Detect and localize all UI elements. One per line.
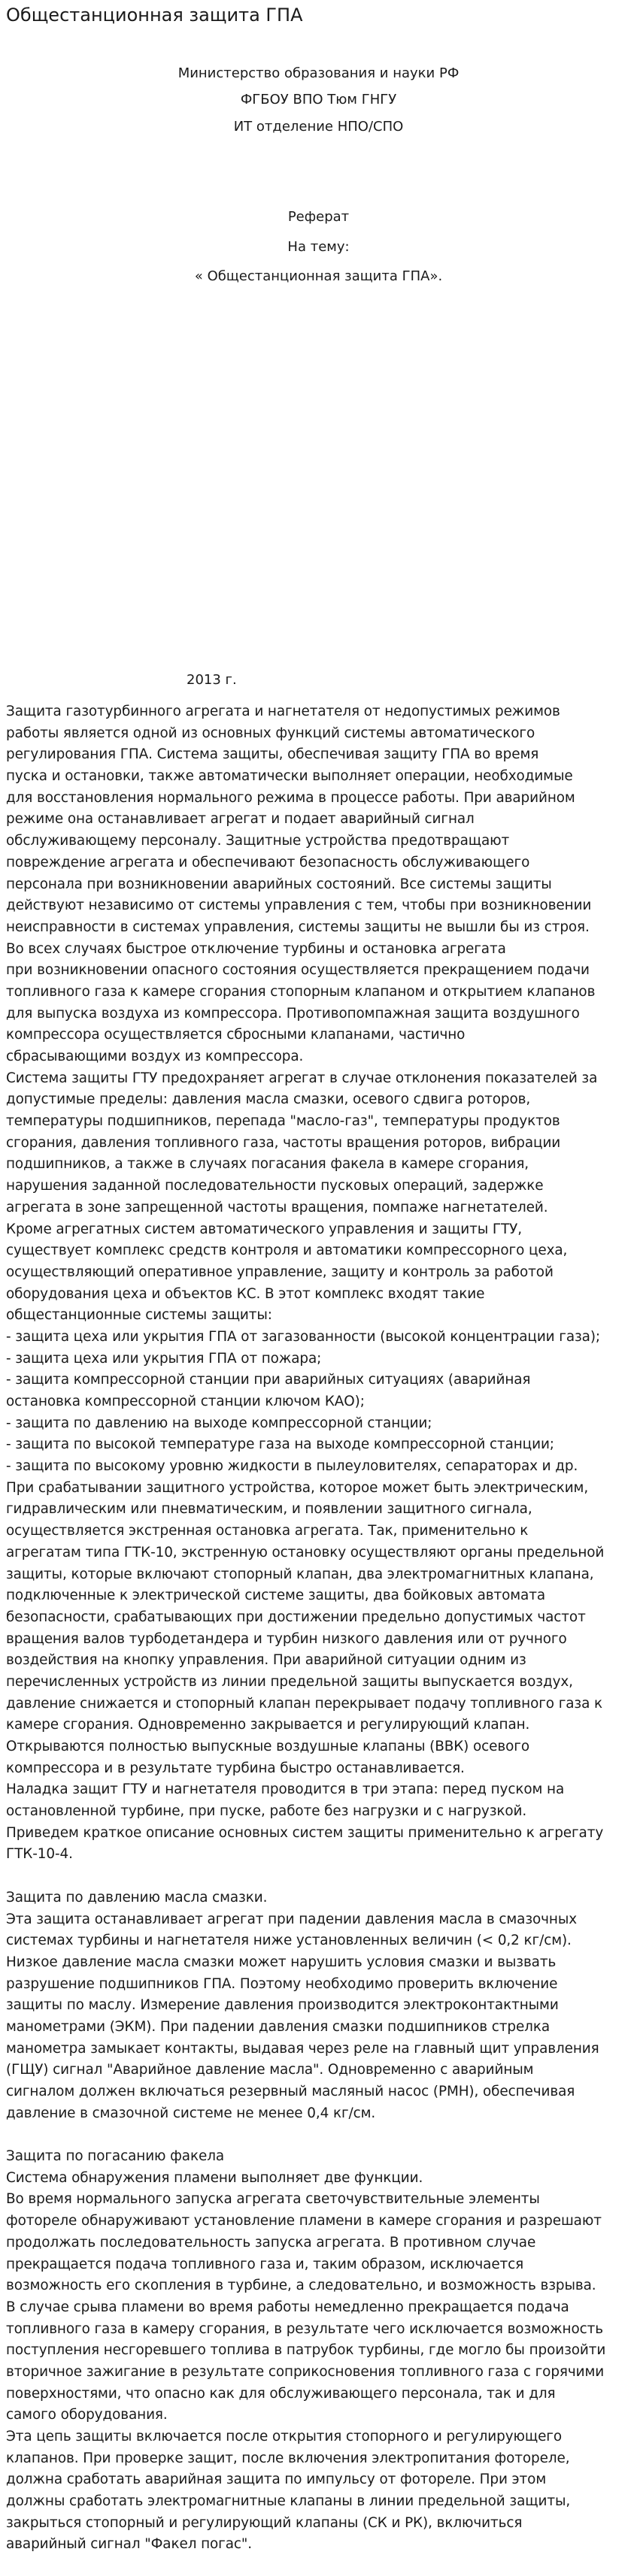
body-line: возможность его скопления в турбине, а следовательно, и возможность взрыва. <box>6 2278 596 2294</box>
body-line: манометрами (ЭКМ). При падении давления смазки подшипников стрелка <box>6 2018 551 2035</box>
blank-line <box>6 1866 633 1887</box>
report-year: 2013 г. <box>187 672 237 688</box>
body-line: Эта защита останавливает агрегат при падении давления масла в смазочных <box>6 1911 578 1927</box>
body-line: поверхностями, что опасно как для обслуживающего персонала, так и для <box>6 2385 556 2402</box>
body-line: действуют независимо от системы управления с тем, чтобы при возникновении <box>6 898 592 914</box>
body-line: топливного газа к камере сгорания стопорным клапаном и открытием клапанов <box>6 983 596 1000</box>
body-line: должна сработать аварийная защита по импульсу от фотореле. При этом <box>6 2472 547 2488</box>
body-line: защиты по маслу. Измерение давления производится электроконтактными <box>6 1997 559 2014</box>
body-line: повреждение агрегата и обеспечивают безопасность обслуживающего <box>6 854 530 870</box>
body-line: При срабатывании защитного устройства, которое может быть электрическим, <box>6 1479 589 1496</box>
body-line: гидравлическим или пневматическим, и появлении защитного сигнала, <box>6 1501 532 1518</box>
body-line: сгорания, давления топливного газа, частоты вращения роторов, вибрации <box>6 1134 561 1151</box>
body-line: сбрасывающими воздух из компрессора. <box>6 1049 304 1064</box>
body-line: неисправности в системах управления, системы защиты не вышли бы из строя. <box>6 919 590 935</box>
body-line: осуществляется экстренная остановка агрегата. Так, применительно к <box>6 1523 529 1539</box>
topic-label: На тему: <box>287 239 350 255</box>
body-line: для восстановления нормального режима в процессе работы. При аварийном <box>6 789 575 806</box>
body-line: допустимые пределы: давления масла смазки, осевого сдвига роторов, <box>6 1091 531 1108</box>
body-line: вторичное зажигание в результате соприкосновения топливного газа с горячими <box>6 2363 605 2380</box>
body-line: должны сработать электромагнитные клапаны в линии предельной защиты, <box>6 2493 571 2510</box>
body-line: давление в смазочной системе не менее 0,4 кг/см. <box>6 2105 376 2121</box>
body-line: Низкое давление масла смазки может нарушить условия смазки и вызвать <box>6 1954 557 1970</box>
body-line: безопасности, срабатывающих при достижении предельно допустимых частот <box>6 1609 586 1625</box>
body-line: - защита по высокому уровню жидкости в пылеуловителях, сепараторах и др. <box>6 1458 578 1475</box>
report-label: Реферат <box>287 209 350 225</box>
body-line: - защита по высокой температуре газа на выходе компрессорной станции; <box>6 1436 554 1453</box>
ministry-line: Министерство образования и науки РФ <box>177 65 460 81</box>
body-line: поступления несгоревшего топлива в патрубок турбины, где могло бы произойти <box>6 2342 606 2359</box>
body-line: самого оборудования. <box>6 2407 168 2423</box>
body-line: компрессора осуществляется сбросными клапанами, частично <box>6 1027 466 1043</box>
body-line: нарушения заданной последовательности пусковых операций, задержке <box>6 1178 544 1194</box>
body-line: ГТК-10-4. <box>6 1846 73 1863</box>
body-line: обслуживающему персоналу. Защитные устройства предотвращают <box>6 833 510 849</box>
body-line: прекращается подача топливного газа и, таким образом, исключается <box>6 2256 524 2272</box>
body-line: клапанов. При проверке защит, после включения электропитания фотореле, <box>6 2450 570 2466</box>
body-line: Эта цепь защиты включается после открытия стопорного и регулирующего <box>6 2429 563 2444</box>
body-line: Наладка защит ГТУ и нагнетателя проводится в три этапа: перед пуском на <box>6 1781 565 1798</box>
body-line: Во всех случаях быстрое отключение турбины и остановка агрегата <box>6 940 506 957</box>
body-line: - защита по давлению на выходе компрессорной станции; <box>6 1415 432 1431</box>
body-line: пуска и остановки, также автоматически выполняет операции, необходимые <box>6 768 573 785</box>
body-line: для выпуска воздуха из компрессора. Противопомпажная защита воздушного <box>6 1005 580 1022</box>
blank-line <box>6 2124 633 2146</box>
body-line: температуры подшипников, перепада "масло-газ", температуры продуктов <box>6 1113 560 1130</box>
body-line: общестанционные системы защиты: <box>6 1307 272 1324</box>
body-line: режиме она останавливает агрегат и подает аварийный сигнал <box>6 811 475 828</box>
document-title: Общестанционная защита ГПА <box>6 5 303 26</box>
body-line: - защита компрессорной станции при аварийных ситуациях (аварийная <box>6 1372 531 1388</box>
body-line: Кроме агрегатных систем автоматического управления и защиты ГТУ, <box>6 1221 523 1237</box>
body-line: вращения валов турбодетандера и турбин низкого давления или от ручного <box>6 1630 567 1647</box>
body-line: продолжать последовательность запуска агрегата. В противном случае <box>6 2234 536 2251</box>
body-line: (ГЩУ) сигнал "Аварийное давление масла". Одновременно с аварийным <box>6 2062 534 2078</box>
body-line: существует комплекс средств контроля и автоматики компрессорного цеха, <box>6 1243 568 1259</box>
body-line: закрыться стопорный и регулирующий клапаны (СК и РК), включиться <box>6 2514 523 2531</box>
body-line: В случае срыва пламени во время работы немедленно прекращается подача <box>6 2299 569 2315</box>
body-line: остановленной турбине, при пуске, работе без нагрузки и с нагрузкой. <box>6 1803 527 1820</box>
body-line: подшипников, а также в случаях погасания факела в камере сгорания, <box>6 1156 529 1173</box>
body-line: подключенные к электрической системе защиты, два бойковых автомата <box>6 1588 546 1604</box>
body-line: защиты, которые включают стопорный клапан, два электромагнитных клапана, <box>6 1566 594 1582</box>
body-line: Защита по погасанию факела <box>6 2148 225 2165</box>
body-line: фотореле обнаруживают установление пламени в камере сгорания и разрешают <box>6 2213 602 2229</box>
body-line: регулирования ГПА. Система защиты, обеспечивая защиту ГПА во время <box>6 746 539 763</box>
body-line: перечисленных устройств из линии предельной защиты выпускается воздух, <box>6 1673 573 1690</box>
report-topic: « Общестанционная защита ГПА». <box>194 268 443 284</box>
body-line: компрессора и в результате турбина быстро останавливается. <box>6 1760 465 1776</box>
report-body <box>6 701 633 2556</box>
body-line: агрегата в зоне запрещенной частоты вращения, помпаже нагнетателей. <box>6 1199 548 1215</box>
body-line: системах турбины и нагнетателя ниже установленных величин (< 0,2 кг/см). <box>6 1933 572 1949</box>
university-line: ФГБОУ ВПО Тюм ГНГУ <box>240 92 397 107</box>
body-line: работы является одной из основных функций системы автоматического <box>6 725 535 741</box>
body-line: Защита газотурбинного агрегата и нагнетателя от недопустимых режимов <box>6 704 560 719</box>
body-line: осуществляющий оперативное управление, защиту и контроль за работой <box>6 1264 554 1280</box>
body-line: воздействия на кнопку управления. При аварийной ситуации одним из <box>6 1652 526 1669</box>
body-line: манометра замыкает контакты, выдавая через реле на главный щит управления <box>6 2040 599 2057</box>
body-line: сигналом должен включаться резервный масляный насос (РМН), обеспечивая <box>6 2084 575 2099</box>
body-line: при возникновении опасного состояния осуществляется прекращением подачи <box>6 962 590 979</box>
body-line: - защита цеха или укрытия ГПА от пожара; <box>6 1350 322 1367</box>
body-line: Приведем краткое описание основных систем защиты применительно к агрегату <box>6 1824 604 1841</box>
body-line: топливного газа в камеру сгорания, в результате чего исключается возможность <box>6 2320 603 2337</box>
body-line: Система обнаружения пламени выполняет две функции. <box>6 2169 423 2186</box>
body-line: Во время нормального запуска агрегата светочувствительные элементы <box>6 2191 540 2208</box>
body-line: камере сгорания. Одновременно закрывается и регулирующий клапан. <box>6 1717 530 1733</box>
body-line: оборудования цеха и объектов КС. В этот комплекс входят такие <box>6 1285 485 1302</box>
body-line: аварийный сигнал "Факел погас". <box>6 2536 253 2553</box>
department-line: ИТ отделение НПО/СПО <box>233 119 404 135</box>
body-line: агрегатам типа ГТК-10, экстренную остановку осуществляют органы предельной <box>6 1544 605 1560</box>
body-line: разрушение подшипников ГПА. Поэтому необходимо проверить включение <box>6 1975 558 1992</box>
body-line: давление снижается и стопорный клапан перекрывает подачу топливного газа к <box>6 1695 603 1712</box>
body-line: - защита цеха или укрытия ГПА от загазованности (высокой концентрации газа); <box>6 1328 601 1345</box>
body-line: персонала при возникновении аварийных состояний. Все системы защиты <box>6 876 552 892</box>
body-line: остановка компрессорной станции ключом КАО); <box>6 1394 365 1409</box>
body-line: Защита по давлению масла смазки. <box>6 1889 268 1906</box>
body-line: Система защиты ГТУ предохраняет агрегат в случае отклонения показателей за <box>6 1070 598 1086</box>
body-line: Открываются полностью выпускные воздушные клапаны (ВВК) осевого <box>6 1739 529 1754</box>
